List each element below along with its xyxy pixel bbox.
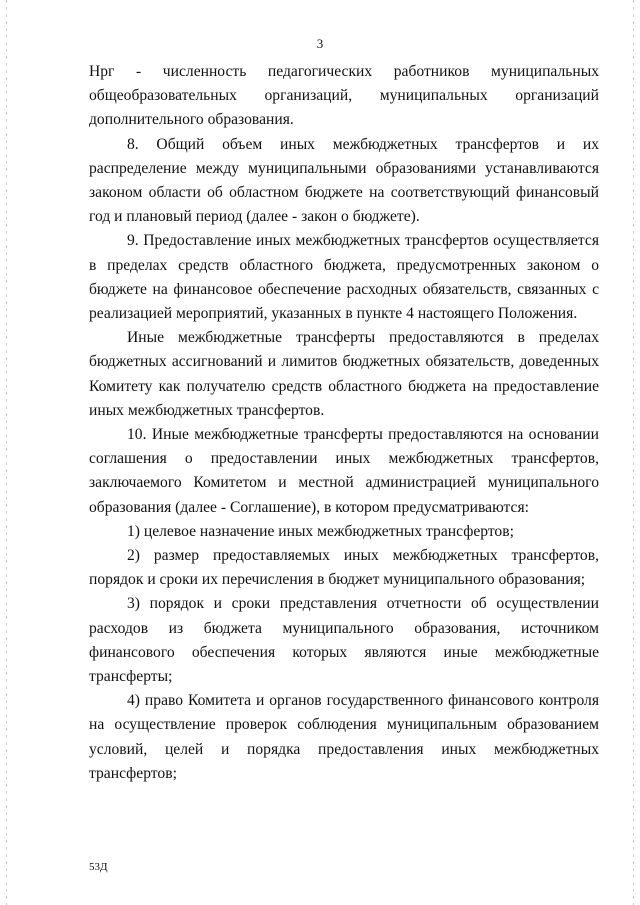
paragraph-item-8: 8. Общий объем иных межбюджетных трансфертов и их распределение между муниципальными образованиями устанавливаются законом области об областном бюджете на соответствующий финансовый год и плановый период (далее - закон о бюджете). <box>89 135 599 226</box>
page-number: 3 <box>316 36 324 51</box>
scan-left-edge <box>6 0 7 905</box>
footer-document-code: 53Д <box>89 861 108 873</box>
list-item-1: 1) целевое назначение иных межбюджетных трансфертов; <box>127 522 514 540</box>
paragraph-item-9-continued: Иные межбюджетные трансферты предоставляются в пределах бюджетных ассигнований и лимитов бюджетных обязательств, доведенных Комитету как получателю средств областного бюджета на предоставление иных межбюджетных трансфертов. <box>89 329 599 419</box>
paragraph-item-9: 9. Предоставление иных межбюджетных трансфертов осуществляется в пределах средств областного бюджета, предусмотренных законом о бюджете на финансовое обеспечение расходных обязательств, связанных с реализацией мероприятий, указанных в пункте 4 настоящего Положения. <box>89 232 599 323</box>
list-item-2: 2) размер предоставляемых иных межбюджетных трансфертов, порядок и сроки их перечисления в бюджет муниципального образования; <box>89 547 599 589</box>
paragraph-item-10: 10. Иные межбюджетные трансферты предоставляются на основании соглашения о предоставлении иных межбюджетных трансфертов, заключаемого Комитетом и местной администрацией муниципального образования (далее - Соглашение), в котором предусматриваются: <box>89 426 599 516</box>
document-body <box>89 60 599 786</box>
list-item-4: 4) право Комитета и органов государственного финансового контроля на осуществление проверок соблюдения муниципальным образованием условий, целей и порядка предоставления иных межбюджетных трансфертов; <box>89 692 599 782</box>
list-item-3: 3) порядок и сроки представления отчетности об осуществлении расходов из бюджета муниципального образования, источником финансового обеспечения которых являются иные межбюджетные трансферты; <box>89 595 599 686</box>
scan-right-edge <box>633 0 634 905</box>
paragraph-hpr-definition: Hрг - численность педагогических работников муниципальных общеобразовательных организаций, муниципальных организаций дополнительного образования. <box>89 63 599 129</box>
